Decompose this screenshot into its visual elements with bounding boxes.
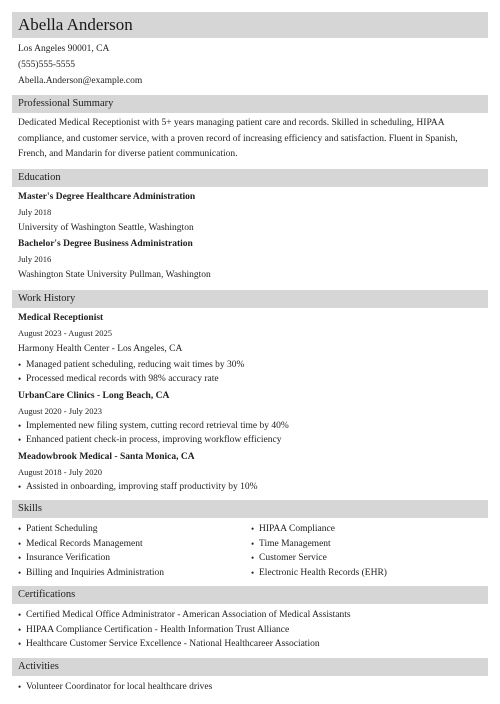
certifications-list bbox=[12, 608, 488, 652]
school-name: Washington State University Pullman, Washington bbox=[18, 269, 211, 280]
section-header-certifications bbox=[12, 586, 488, 604]
list-item bbox=[18, 480, 484, 495]
list-item bbox=[18, 522, 251, 537]
skill-text: Medical Records Management bbox=[26, 538, 143, 549]
skill-text: HIPAA Compliance bbox=[259, 524, 335, 534]
skills-column-left bbox=[18, 522, 251, 580]
activities-bullets bbox=[18, 680, 484, 695]
certification-text: Healthcare Customer Service Excellence - National Healthcareer Association bbox=[26, 639, 320, 649]
work-entry bbox=[18, 450, 484, 495]
bullet-text: Managed patient scheduling, reducing wait times by 30% bbox=[26, 359, 245, 370]
degree-date: July 2018 bbox=[18, 206, 52, 217]
work-entry bbox=[18, 311, 484, 387]
list-item bbox=[18, 537, 251, 552]
bullet-icon: • bbox=[18, 481, 22, 492]
skill-text: Electronic Health Records (EHR) bbox=[259, 567, 387, 578]
list-item bbox=[18, 433, 484, 448]
bullet-text: Implemented new filing system, cutting record retrieval time by 40% bbox=[26, 420, 289, 431]
education-list bbox=[12, 190, 488, 284]
section-title: Certifications bbox=[18, 589, 76, 600]
bullet-text: Assisted in onboarding, improving staff productivity by 10% bbox=[26, 481, 258, 492]
job-date: August 2023 - August 2025 bbox=[18, 327, 112, 338]
section-header-summary bbox=[12, 95, 488, 113]
job-company: Harmony Health Center - Los Angeles, CA bbox=[18, 343, 183, 354]
section-title: Skills bbox=[18, 503, 42, 514]
bullet-icon: • bbox=[18, 435, 22, 445]
name-header bbox=[12, 12, 488, 38]
bullet-icon: • bbox=[18, 681, 22, 692]
list-item bbox=[18, 372, 484, 387]
list-item bbox=[251, 551, 484, 566]
candidate-name: Abella Anderson bbox=[18, 15, 133, 34]
list-item bbox=[18, 551, 251, 566]
certifications-bullets bbox=[18, 608, 484, 652]
activities-list bbox=[12, 680, 488, 695]
bullet-icon: • bbox=[18, 374, 22, 384]
bullet-icon: • bbox=[251, 524, 255, 534]
certification-text: Certified Medical Office Administrator - American Association of Medical Assistants bbox=[26, 610, 351, 620]
list-item bbox=[18, 637, 484, 652]
bullet-icon: • bbox=[251, 553, 255, 563]
list-item bbox=[18, 566, 251, 581]
bullet-icon: • bbox=[18, 639, 22, 649]
skill-text: Insurance Verification bbox=[26, 553, 110, 563]
contact-email: Abella.Anderson@example.com bbox=[18, 76, 143, 86]
bullet-icon: • bbox=[18, 359, 22, 370]
contact-block bbox=[12, 41, 488, 89]
bullet-icon: • bbox=[18, 624, 22, 635]
section-title: Education bbox=[18, 171, 61, 183]
job-bullets bbox=[18, 419, 484, 448]
section-title: Professional Summary bbox=[18, 98, 114, 109]
job-date: August 2020 - July 2023 bbox=[18, 405, 103, 416]
list-item bbox=[251, 537, 484, 552]
bullet-icon: • bbox=[251, 538, 255, 549]
contact-phone: (555)555-5555 bbox=[18, 60, 75, 70]
bullet-icon: • bbox=[251, 567, 255, 578]
bullet-icon: • bbox=[18, 610, 22, 620]
list-item bbox=[18, 680, 484, 695]
skill-text: Patient Scheduling bbox=[26, 524, 98, 534]
job-bullets bbox=[18, 358, 484, 387]
contact-address: Los Angeles 90001, CA bbox=[18, 44, 110, 54]
skill-text: Billing and Inquiries Administration bbox=[26, 567, 165, 578]
education-entry bbox=[18, 190, 484, 237]
bullet-text: Enhanced patient check-in process, improving workflow efficiency bbox=[26, 435, 282, 445]
certification-text: HIPAA Compliance Certification - Health Information Trust Alliance bbox=[26, 624, 290, 635]
section-header-work bbox=[12, 290, 488, 308]
work-list bbox=[12, 311, 488, 495]
list-item bbox=[251, 522, 484, 537]
list-item bbox=[18, 419, 484, 434]
skills-column-right bbox=[251, 522, 484, 580]
bullet-icon: • bbox=[18, 420, 22, 431]
degree-date: July 2016 bbox=[18, 253, 52, 264]
bullet-icon: • bbox=[18, 538, 22, 549]
skill-text: Customer Service bbox=[259, 553, 327, 563]
job-title: Meadowbrook Medical - Santa Monica, CA bbox=[18, 451, 195, 462]
section-header-skills bbox=[12, 500, 488, 518]
skill-text: Time Management bbox=[259, 538, 331, 549]
skills-list bbox=[12, 522, 488, 580]
list-item bbox=[251, 566, 484, 581]
school-name: University of Washington Seattle, Washington bbox=[18, 222, 194, 233]
list-item bbox=[18, 608, 484, 623]
degree-title: Master's Degree Healthcare Administration bbox=[18, 191, 196, 202]
section-title: Activities bbox=[18, 660, 59, 672]
activity-text: Volunteer Coordinator for local healthcare drives bbox=[26, 681, 213, 692]
list-item bbox=[18, 623, 484, 638]
bullet-icon: • bbox=[18, 553, 22, 563]
job-bullets bbox=[18, 480, 484, 495]
work-entry bbox=[18, 389, 484, 448]
summary-text: Dedicated Medical Receptionist with 5+ years managing patient care and records. Skilled in scheduling, HIPAA compliance, and customer service, with a proven record of increasing efficiency and satisfaction. Fluent in Spanish, French, and Mandarin for diverse patient communication. bbox=[18, 118, 458, 159]
job-title: Medical Receptionist bbox=[18, 312, 104, 323]
bullet-icon: • bbox=[18, 524, 22, 534]
resume-page bbox=[12, 12, 488, 694]
job-title: UrbanCare Clinics - Long Beach, CA bbox=[18, 390, 170, 401]
education-entry bbox=[18, 237, 484, 284]
section-title: Work History bbox=[18, 292, 76, 304]
section-header-education bbox=[12, 169, 488, 187]
degree-title: Bachelor's Degree Business Administration bbox=[18, 238, 193, 249]
list-item bbox=[18, 358, 484, 373]
bullet-icon: • bbox=[18, 567, 22, 578]
job-date: August 2018 - July 2020 bbox=[18, 466, 103, 477]
section-header-activities bbox=[12, 658, 488, 676]
bullet-text: Processed medical records with 98% accuracy rate bbox=[26, 374, 219, 384]
